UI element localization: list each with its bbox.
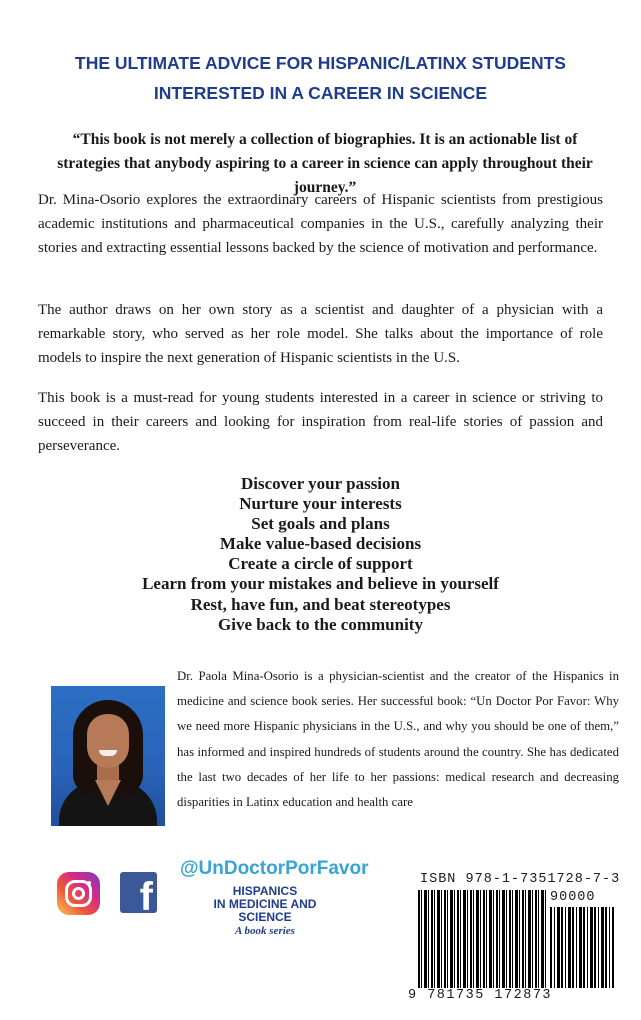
series-logo <box>190 885 340 924</box>
lesson-item: Make value-based decisions <box>219 534 422 554</box>
barcode-digits: 9 781735 172873 <box>408 988 553 1003</box>
barcode-bars <box>418 890 546 988</box>
price-code: 90000 <box>550 890 596 905</box>
isbn-label: ISBN 978-1-7351728-7-3 <box>420 872 621 887</box>
lesson-item: Discover your passion <box>240 474 400 493</box>
author-bio: Dr. Paola Mina-Osorio is a physician-scientist and the creator of the Hispanics in medicine and science book series. Her successful book: “Un Doctor Por Favor: Why we need more Hispanic physicians in the U.S., and why you should be one of them,” has informed and inspired hundreds of students around the country. She has dedicated the last two decades of her life to her passions: medical research and decreasing disparities in Latinx education and health care <box>177 669 619 810</box>
facebook-icon: f <box>120 872 157 913</box>
price-barcode-bars <box>550 907 614 988</box>
description-paragraph-3: This book is a must-read for young students interested in a career in science or striving to succeed in their careers and looking for inspiration from real-life stories of passion and perseverance. <box>38 390 603 454</box>
lesson-item: Nurture your interests <box>239 494 402 514</box>
headline-line-2: INTERESTED IN A CAREER IN SCIENCE <box>153 83 488 103</box>
headline-line-1: THE ULTIMATE ADVICE FOR HISPANIC/LATINX STUDENTS <box>75 53 566 73</box>
lesson-item: Learn from your mistakes and believe in yourself <box>142 574 499 594</box>
series-line-3: SCIENCE <box>238 910 292 924</box>
instagram-icon <box>57 872 100 915</box>
lesson-item: Set goals and plans <box>251 514 390 534</box>
lessons-list <box>0 474 641 635</box>
description-paragraph-1: Dr. Mina-Osorio explores the extraordinary careers of Hispanic scientists from prestigious academic institutions and pharmaceutical companies in the U.S., carefully analyzing their stories and extracting essential lessons backed by the science of motivation and performance. <box>38 192 603 256</box>
lesson-item: Rest, have fun, and beat stereotypes <box>190 594 451 614</box>
series-tagline: A book series <box>235 925 295 937</box>
social-handle: @UnDoctorPorFavor <box>180 858 369 879</box>
lesson-item: Create a circle of support <box>228 554 413 574</box>
cover-headline <box>0 48 641 108</box>
series-line-1: HISPANICS <box>232 884 298 898</box>
endorsement-quote: “This book is not merely a collection of biographies. It is an actionable list of strategies that anybody aspiring to a career in science can apply throughout their journey.” <box>57 131 593 196</box>
series-line-2: IN MEDICINE AND <box>213 897 317 911</box>
author-photo <box>51 686 165 826</box>
description-paragraph-2: The author draws on her own story as a scientist and daughter of a physician with a remarkable story, who served as her role model. She talks about the importance of role models to inspire the next generation of Hispanic scientists in the U.S. <box>38 302 603 366</box>
lesson-item: Give back to the community <box>218 614 423 634</box>
